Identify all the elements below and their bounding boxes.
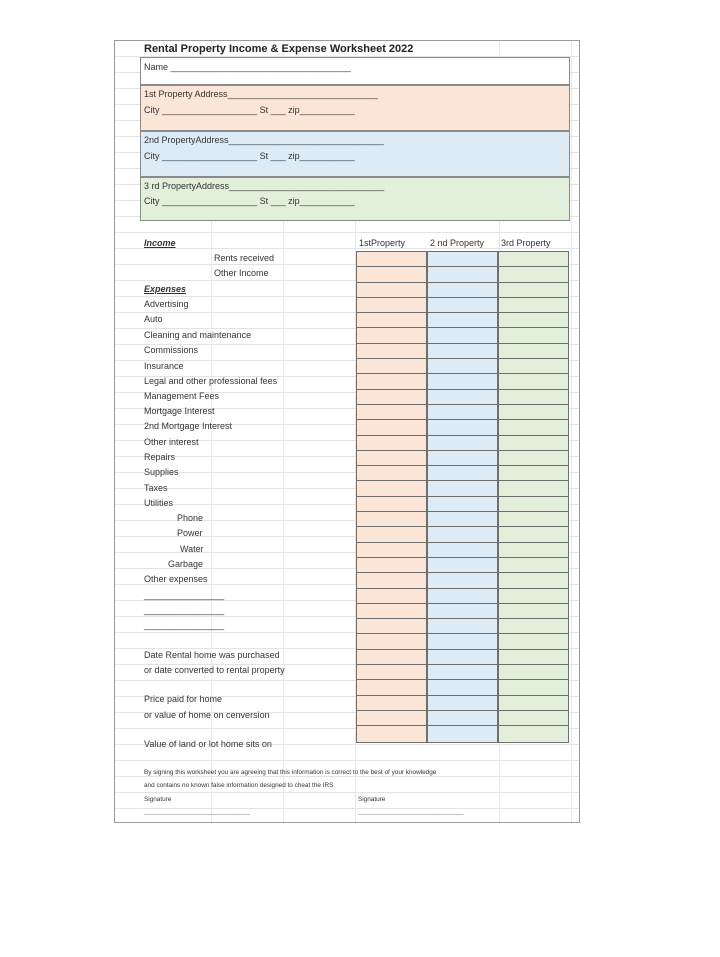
property-2-entry-cell[interactable] xyxy=(428,527,497,542)
property-3-entry-cell[interactable] xyxy=(499,527,568,542)
utility-label: Water xyxy=(180,544,204,554)
property-3-entry-cell[interactable] xyxy=(499,481,568,496)
blank-expense-field[interactable]: ________________ xyxy=(144,590,225,600)
property-3-entry-cell[interactable] xyxy=(499,466,568,481)
property-2-entry-cell[interactable] xyxy=(428,711,497,726)
property-2-column xyxy=(427,251,498,743)
property-2-entry-cell[interactable] xyxy=(428,344,497,359)
property-2-entry-cell[interactable] xyxy=(428,328,497,343)
expense-label: Legal and other professional fees xyxy=(144,376,278,386)
property-1-entry-cell[interactable] xyxy=(357,711,426,726)
property-1-entry-cell[interactable] xyxy=(357,497,426,512)
expense-label: Management Fees xyxy=(144,391,220,401)
name-block xyxy=(140,57,570,85)
signature-label-left: Signature xyxy=(144,796,172,803)
property-2-entry-cell[interactable] xyxy=(428,573,497,588)
expense-label: Insurance xyxy=(144,361,184,371)
utility-label: Power xyxy=(177,528,203,538)
income-label: Rents received xyxy=(214,253,275,263)
expense-label: Cleaning and maintenance xyxy=(144,330,252,340)
property-3-entry-cell[interactable] xyxy=(499,390,568,405)
signature-field-left[interactable]: _______________________________ xyxy=(144,808,250,815)
legal-statement: By signing this worksheet you are agreeing that this information is correct to the best of your knowledge xyxy=(144,769,437,776)
property-3-entry-cell[interactable] xyxy=(499,726,568,741)
expense-label: Utilities xyxy=(144,498,174,508)
property-1-entry-cell[interactable] xyxy=(357,359,426,374)
expense-label: Mortgage Interest xyxy=(144,406,215,416)
property-2-entry-cell[interactable] xyxy=(428,481,497,496)
property-2-entry-cell[interactable] xyxy=(428,512,497,527)
property-1-entry-cell[interactable] xyxy=(357,390,426,405)
property-1-entry-cell[interactable] xyxy=(357,344,426,359)
property-3-entry-cell[interactable] xyxy=(499,665,568,680)
property-3-entry-cell[interactable] xyxy=(499,711,568,726)
property-3-entry-cell[interactable] xyxy=(499,619,568,634)
property-1-entry-cell[interactable] xyxy=(357,252,426,267)
property-1-column xyxy=(356,251,427,743)
property-1-entry-cell[interactable] xyxy=(357,405,426,420)
property-3-entry-cell[interactable] xyxy=(499,543,568,558)
column-header-3: 3rd Property xyxy=(501,238,551,248)
property-1-entry-cell[interactable] xyxy=(357,589,426,604)
expenses-heading: Expenses xyxy=(144,284,187,294)
property-2-entry-cell[interactable] xyxy=(428,405,497,420)
property-2-entry-cell[interactable] xyxy=(428,589,497,604)
property-1-entry-cell[interactable] xyxy=(357,313,426,328)
property-2-entry-cell[interactable] xyxy=(428,298,497,313)
property-1-entry-cell[interactable] xyxy=(357,436,426,451)
property-1-entry-cell[interactable] xyxy=(357,328,426,343)
property-1-entry-cell[interactable] xyxy=(357,726,426,741)
property-1-entry-cell[interactable] xyxy=(357,451,426,466)
property-3-address-field[interactable]: 3 rd PropertyAddress_______________________________ xyxy=(144,181,385,191)
property-3-entry-cell[interactable] xyxy=(499,634,568,649)
property-2-entry-cell[interactable] xyxy=(428,634,497,649)
property-2-entry-cell[interactable] xyxy=(428,558,497,573)
signature-field-right[interactable]: _______________________________ xyxy=(358,808,464,815)
property-3-entry-cell[interactable] xyxy=(499,359,568,374)
property-2-entry-cell[interactable] xyxy=(428,497,497,512)
income-label: Other Income xyxy=(214,268,269,278)
property-1-entry-cell[interactable] xyxy=(357,420,426,435)
property-2-entry-cell[interactable] xyxy=(428,359,497,374)
expense-label: 2nd Mortgage Interest xyxy=(144,421,233,431)
property-3-entry-cell[interactable] xyxy=(499,405,568,420)
property-1-entry-cell[interactable] xyxy=(357,267,426,282)
property-2-entry-cell[interactable] xyxy=(428,252,497,267)
property-2-entry-cell[interactable] xyxy=(428,665,497,680)
property-3-entry-cell[interactable] xyxy=(499,328,568,343)
purchase-date-label-2: or date converted to rental property xyxy=(144,665,285,675)
property-3-entry-cell[interactable] xyxy=(499,420,568,435)
expense-label: Auto xyxy=(144,314,163,324)
property-1-entry-cell[interactable] xyxy=(357,481,426,496)
property-1-entry-cell[interactable] xyxy=(357,374,426,389)
property-1-entry-cell[interactable] xyxy=(357,298,426,313)
property-3-entry-cell[interactable] xyxy=(499,680,568,695)
property-3-entry-cell[interactable] xyxy=(499,451,568,466)
land-value-label: Value of land or lot home sits on xyxy=(144,739,272,749)
property-3-entry-cell[interactable] xyxy=(499,313,568,328)
property-2-entry-cell[interactable] xyxy=(428,390,497,405)
expense-label: Advertising xyxy=(144,299,189,309)
property-3-entry-cell[interactable] xyxy=(499,267,568,282)
property-3-entry-cell[interactable] xyxy=(499,589,568,604)
property-2-address-field[interactable]: 2nd PropertyAddress_______________________________ xyxy=(144,135,384,145)
property-2-entry-cell[interactable] xyxy=(428,543,497,558)
column-header-2: 2 nd Property xyxy=(430,238,485,248)
property-2-entry-cell[interactable] xyxy=(428,436,497,451)
property-block-1 xyxy=(140,85,570,131)
property-3-entry-cell[interactable] xyxy=(499,696,568,711)
property-2-entry-cell[interactable] xyxy=(428,420,497,435)
property-2-entry-cell[interactable] xyxy=(428,726,497,741)
expense-label: Other expenses xyxy=(144,574,208,584)
property-2-entry-cell[interactable] xyxy=(428,604,497,619)
property-2-entry-cell[interactable] xyxy=(428,650,497,665)
property-1-entry-cell[interactable] xyxy=(357,558,426,573)
blank-expense-field[interactable]: ________________ xyxy=(144,620,225,630)
property-1-entry-cell[interactable] xyxy=(357,283,426,298)
property-1-entry-cell[interactable] xyxy=(357,696,426,711)
expense-label: Commissions xyxy=(144,345,199,355)
property-1-entry-cell[interactable] xyxy=(357,604,426,619)
property-1-entry-cell[interactable] xyxy=(357,650,426,665)
property-2-entry-cell[interactable] xyxy=(428,283,497,298)
income-heading: Income xyxy=(144,238,176,248)
property-2-entry-cell[interactable] xyxy=(428,267,497,282)
property-2-entry-cell[interactable] xyxy=(428,619,497,634)
property-1-entry-cell[interactable] xyxy=(357,573,426,588)
property-3-entry-cell[interactable] xyxy=(499,604,568,619)
property-1-city-field[interactable]: City ___________________ St ___ zip___________ xyxy=(144,105,355,115)
property-3-entry-cell[interactable] xyxy=(499,573,568,588)
property-1-entry-cell[interactable] xyxy=(357,634,426,649)
utility-label: Phone xyxy=(177,513,204,523)
property-3-entry-cell[interactable] xyxy=(499,497,568,512)
column-header-1: 1stProperty xyxy=(359,238,406,248)
property-1-entry-cell[interactable] xyxy=(357,680,426,695)
expense-label: Repairs xyxy=(144,452,176,462)
property-2-entry-cell[interactable] xyxy=(428,466,497,481)
property-3-city-field[interactable]: City ___________________ St ___ zip___________ xyxy=(144,196,355,206)
property-2-entry-cell[interactable] xyxy=(428,451,497,466)
property-2-entry-cell[interactable] xyxy=(428,680,497,695)
legal-statement-2: and contains no known false information designed to cheat the IRS xyxy=(144,782,334,789)
property-3-column xyxy=(498,251,569,743)
property-3-entry-cell[interactable] xyxy=(499,298,568,313)
property-3-entry-cell[interactable] xyxy=(499,436,568,451)
expense-label: Supplies xyxy=(144,467,179,477)
property-2-entry-cell[interactable] xyxy=(428,696,497,711)
name-field[interactable]: Name ____________________________________ xyxy=(144,62,351,72)
property-block-3 xyxy=(140,177,570,221)
property-2-entry-cell[interactable] xyxy=(428,313,497,328)
utility-label: Garbage xyxy=(168,559,204,569)
property-1-entry-cell[interactable] xyxy=(357,543,426,558)
property-2-entry-cell[interactable] xyxy=(428,374,497,389)
property-3-entry-cell[interactable] xyxy=(499,512,568,527)
property-block-2 xyxy=(140,131,570,177)
property-1-entry-cell[interactable] xyxy=(357,527,426,542)
purchase-date-label: Date Rental home was purchased xyxy=(144,650,280,660)
property-1-entry-cell[interactable] xyxy=(357,512,426,527)
property-1-entry-cell[interactable] xyxy=(357,466,426,481)
property-3-entry-cell[interactable] xyxy=(499,252,568,267)
property-3-entry-cell[interactable] xyxy=(499,650,568,665)
property-1-entry-cell[interactable] xyxy=(357,619,426,634)
signature-label-right: Signature xyxy=(358,796,386,803)
property-3-entry-cell[interactable] xyxy=(499,558,568,573)
expense-label: Other interest xyxy=(144,437,199,447)
property-3-entry-cell[interactable] xyxy=(499,344,568,359)
property-3-entry-cell[interactable] xyxy=(499,283,568,298)
property-1-address-field[interactable]: 1st Property Address______________________________ xyxy=(144,89,378,99)
blank-expense-field[interactable]: ________________ xyxy=(144,605,225,615)
property-3-entry-cell[interactable] xyxy=(499,374,568,389)
property-2-city-field[interactable]: City ___________________ St ___ zip___________ xyxy=(144,151,355,161)
property-1-entry-cell[interactable] xyxy=(357,665,426,680)
price-label: Price paid for home xyxy=(144,694,223,704)
worksheet-title: Rental Property Income & Expense Worksheet 2022 xyxy=(144,43,414,55)
expense-label: Taxes xyxy=(144,483,168,493)
price-label-2: or value of home on cenversion xyxy=(144,710,270,720)
